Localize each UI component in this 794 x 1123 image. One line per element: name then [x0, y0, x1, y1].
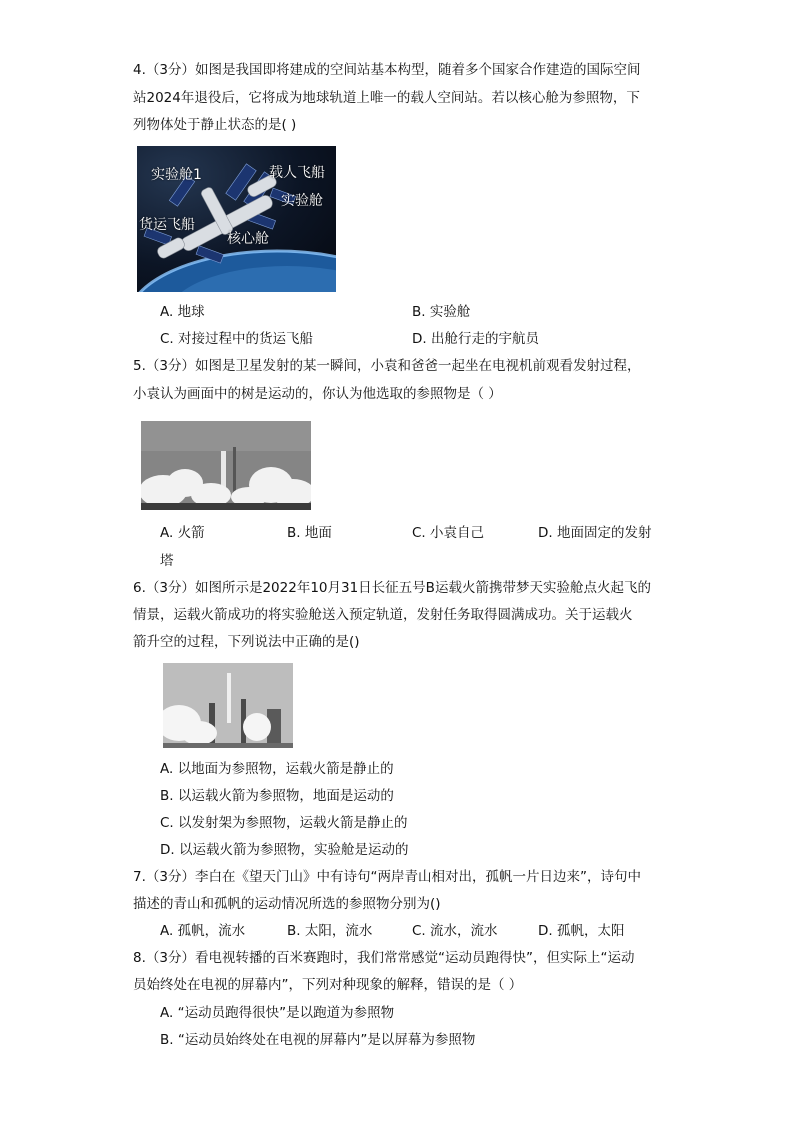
label-crew-spacecraft: 载人飞船	[269, 165, 325, 181]
launch-scene-illustration	[141, 421, 311, 510]
label-lab-module: 实验舱	[281, 193, 323, 209]
q7-option-b: B. 太阳，流水	[287, 923, 373, 939]
satellite-launch-image	[141, 421, 311, 510]
q4-line-1: 4.（3分）如图是我国即将建成的空间站基本构型，随着多个国家合作建造的国际空间	[133, 62, 641, 78]
q5-option-c: C. 小袁自己	[412, 525, 485, 541]
q6-option-d: D. 以运载火箭为参照物，实验舱是运动的	[160, 842, 409, 858]
q4-line-2: 站2024年退役后，它将成为地球轨道上唯一的载人空间站。若以核心舱为参照物，下	[133, 90, 640, 106]
q7-option-a: A. 孤帆，流水	[160, 923, 246, 939]
q5-option-b: B. 地面	[287, 525, 332, 541]
q5-option-d: D. 地面固定的发射	[538, 525, 652, 541]
q7-option-c: C. 流水，流水	[412, 923, 498, 939]
q8-option-a: A. “运动员跑得很快”是以跑道为参照物	[160, 1005, 395, 1021]
space-station-image	[137, 146, 336, 292]
rocket-launch-image	[163, 663, 293, 748]
q6-line-1: 6.（3分）如图所示是2022年10月31日长征五号B运载火箭携带梦天实验舱点火起飞的	[133, 580, 651, 596]
q6-line-3: 箭升空的过程，下列说法中正确的是()	[133, 634, 360, 650]
label-core-module: 核心舱	[227, 231, 269, 247]
q4-line-3: 列物体处于静止状态的是( )	[133, 117, 297, 133]
q8-line-1: 8.（3分）看电视转播的百米赛跑时，我们常常感觉“运动员跑得快”，但实际上“运动	[133, 950, 635, 966]
q5-line-1: 5.（3分）如图是卫星发射的某一瞬间，小袁和爸爸一起坐在电视机前观看发射过程，	[133, 358, 641, 374]
q4-option-b: B. 实验舱	[412, 304, 471, 320]
q4-option-a: A. 地球	[160, 304, 205, 320]
q5-option-a: A. 火箭	[160, 525, 205, 541]
q7-option-d: D. 孤帆，太阳	[538, 923, 625, 939]
q6-line-2: 情景，运载火箭成功的将实验舱送入预定轨道，发射任务取得圆满成功。关于运载火	[133, 607, 633, 623]
q8-option-b: B. “运动员始终处在电视的屏幕内”是以屏幕为参照物	[160, 1032, 476, 1048]
q6-option-a: A. 以地面为参照物，运载火箭是静止的	[160, 761, 394, 777]
q6-option-c: C. 以发射架为参照物，运载火箭是静止的	[160, 815, 408, 831]
q4-option-c: C. 对接过程中的货运飞船	[160, 331, 314, 347]
q5-option-d-continued: 塔	[160, 553, 174, 569]
q6-option-b: B. 以运载火箭为参照物，地面是运动的	[160, 788, 394, 804]
label-lab-module-1: 实验舱1	[151, 167, 202, 183]
q5-line-2: 小袁认为画面中的树是运动的，你认为他选取的参照物是（ ）	[133, 386, 502, 402]
rocket-scene-illustration	[163, 663, 293, 748]
q4-option-d: D. 出舱行走的宇航员	[412, 331, 539, 347]
q7-line-1: 7.（3分）李白在《望天门山》中有诗句“两岸青山相对出，孤帆一片日边来”，诗句中	[133, 869, 641, 885]
label-cargo-spacecraft: 货运飞船	[139, 217, 195, 233]
q7-line-2: 描述的青山和孤帆的运动情况所选的参照物分别为()	[133, 896, 441, 912]
q8-line-2: 员始终处在电视的屏幕内”，下列对种现象的解释，错误的是（ ）	[133, 977, 523, 993]
